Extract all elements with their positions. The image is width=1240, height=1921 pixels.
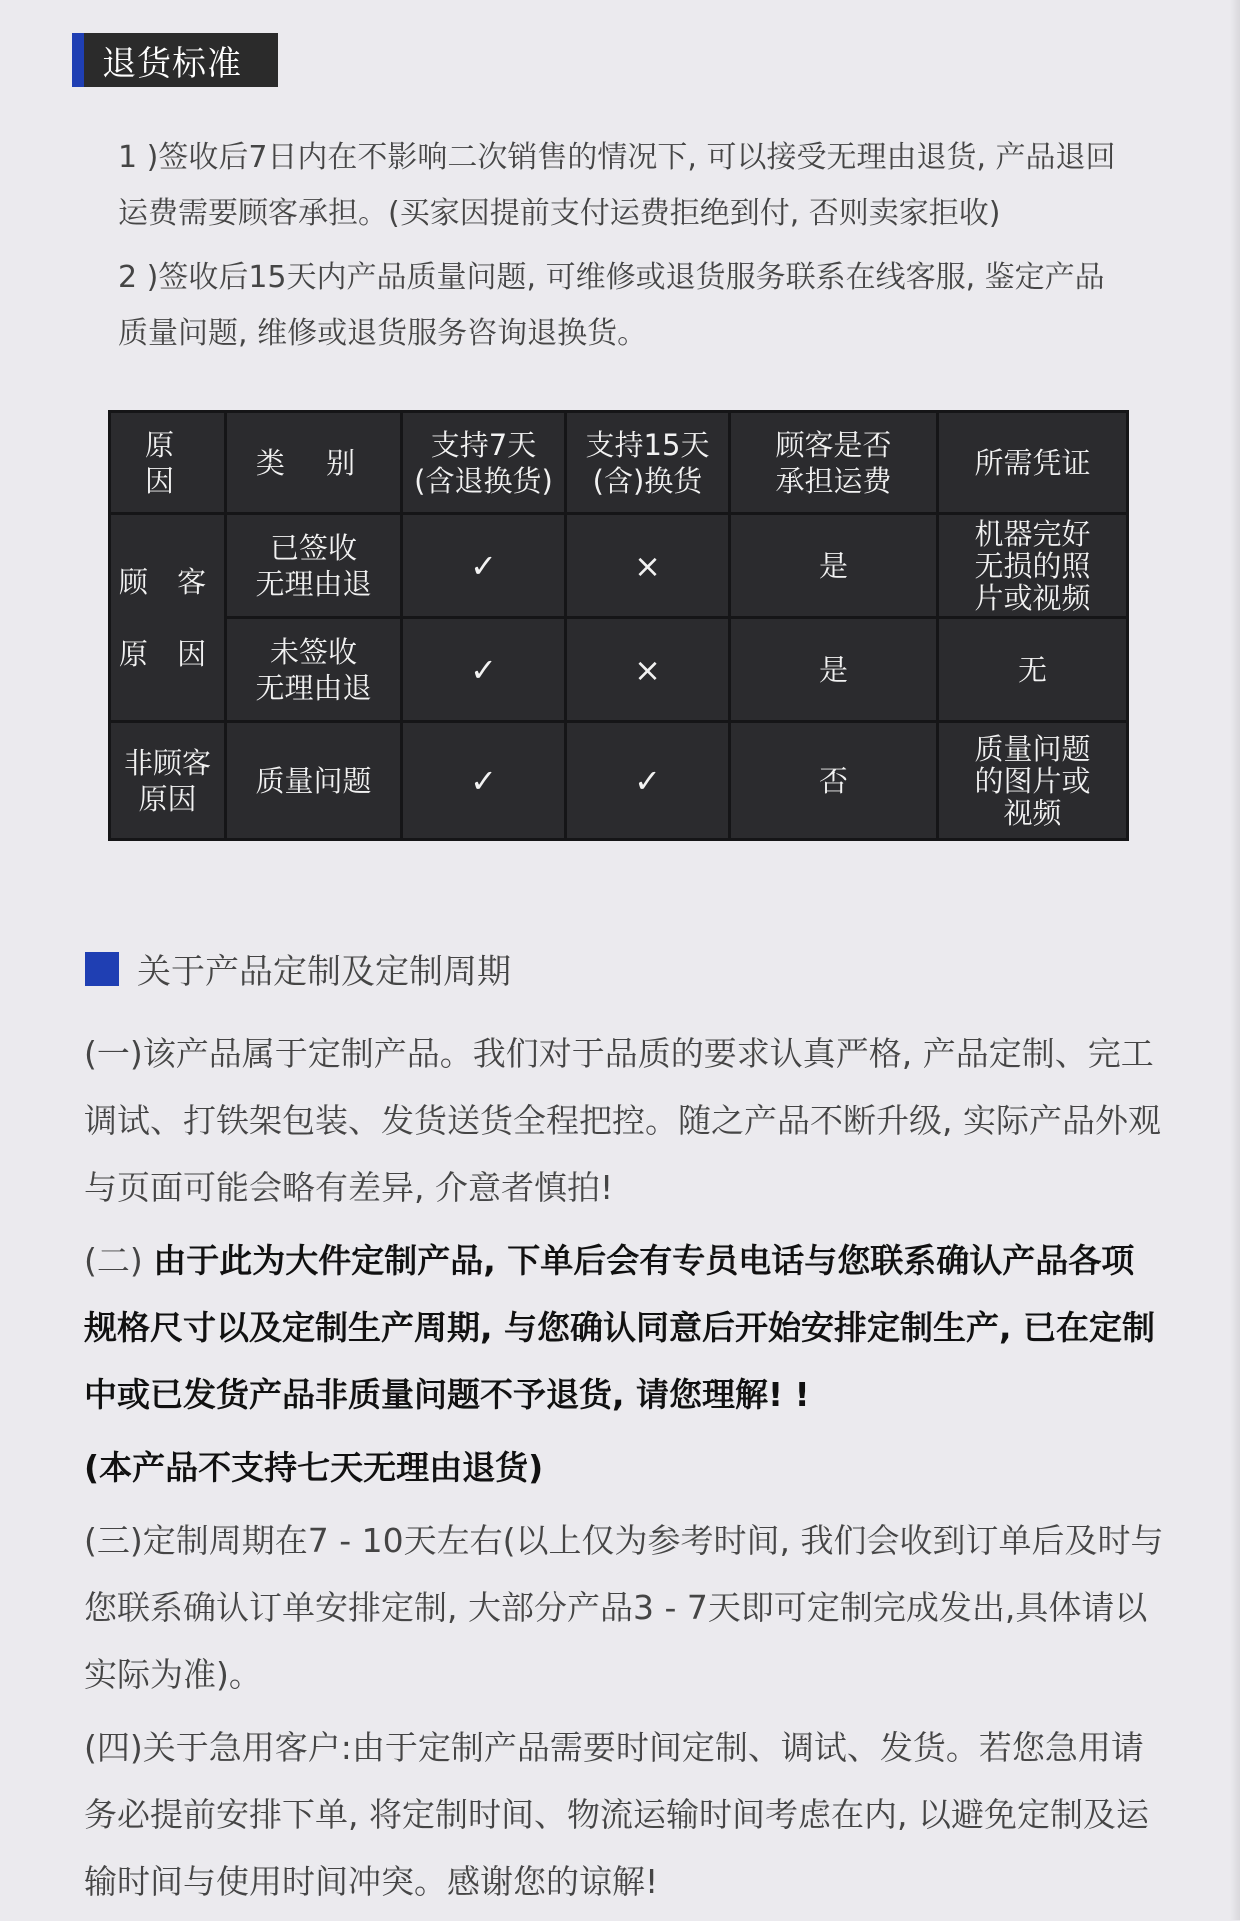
check-icon: ✓ [402,618,566,722]
paragraph-2-note: (本产品不支持七天无理由退货) [84,1448,544,1487]
cross-icon: × [566,618,730,722]
cell-category: 质量问题 [226,722,402,840]
customization-subtitle [85,944,511,993]
paragraph-3: (三)定制周期在7 - 10天左右(以上仅为参考时间, 我们会收到订单后及时与您联系确认订单安排定制, 大部分产品3 - 7天即可定制完成发出,具体请以实际为准)。 [84,1521,1164,1694]
cross-icon: × [566,514,730,618]
section-title: 退货标准 [102,43,242,84]
cell-freight: 是 [730,514,938,618]
page-edge-shadow [1230,0,1240,1920]
header-15day: 支持15天 (含)换货 [566,412,730,514]
customization-paragraphs [84,1020,1164,1921]
table-row [110,618,1128,722]
check-icon: ✓ [566,722,730,840]
rule-2: 2 )签收后15天内产品质量问题, 可维修或退货服务联系在线客服, 鉴定产品质量问题, 维修或退货服务咨询退换货。 [118,260,1105,351]
return-rules [118,130,1118,370]
reason-non-customer: 非顾客 原因 [110,722,226,840]
cell-category: 未签收 无理由退 [226,618,402,722]
header-category: 类 别 [226,412,402,514]
cell-proof: 机器完好 无损的照 片或视频 [938,514,1128,618]
cell-proof: 质量问题 的图片或 视频 [938,722,1128,840]
check-icon: ✓ [402,514,566,618]
check-icon: ✓ [402,722,566,840]
title-accent-bar [72,33,84,87]
cell-freight: 否 [730,722,938,840]
paragraph-2-body: 由于此为大件定制产品, 下单后会有专员电话与您联系确认产品各项规格尺寸以及定制生产周期, 与您确认同意后开始安排定制生产, 已在定制中或已发货产品非质量问题不予退货, 请您理解! ! [84,1241,1156,1414]
header-7day: 支持7天 (含退换货) [402,412,566,514]
cell-freight: 是 [730,618,938,722]
subtitle-text: 关于产品定制及定制周期 [137,952,511,992]
cell-proof: 无 [938,618,1128,722]
section-title-box [72,33,278,87]
paragraph-2-lead: (二) [84,1241,154,1280]
paragraph-2 [84,1227,1164,1428]
return-policy-table [108,410,1129,841]
paragraph-4: (四)关于急用客户:由于定制产品需要时间定制、调试、发货。若您急用请务必提前安排下单, 将定制时间、物流运输时间考虑在内, 以避免定制及运输时间与使用时间冲突。感谢您的谅解! [84,1728,1149,1901]
square-bullet-icon [85,952,119,986]
header-reason: 原 因 [110,412,226,514]
table-header-row [110,412,1128,514]
rule-1: 1 )签收后7日内在不影响二次销售的情况下, 可以接受无理由退货, 产品退回运费需要顾客承担。(买家因提前支付运费拒绝到付, 否则卖家拒收) [118,140,1116,231]
table-row [110,514,1128,618]
table-row [110,722,1128,840]
paragraph-1: (一)该产品属于定制产品。我们对于品质的要求认真严格, 产品定制、完工调试、打铁架包装、发货送货全程把控。随之产品不断升级, 实际产品外观与页面可能会略有差异, 介意者慎拍! [84,1034,1161,1207]
cell-category: 已签收 无理由退 [226,514,402,618]
header-proof: 所需凭证 [938,412,1128,514]
header-freight: 顾客是否 承担运费 [730,412,938,514]
reason-customer: 顾 客 原 因 [110,514,226,722]
